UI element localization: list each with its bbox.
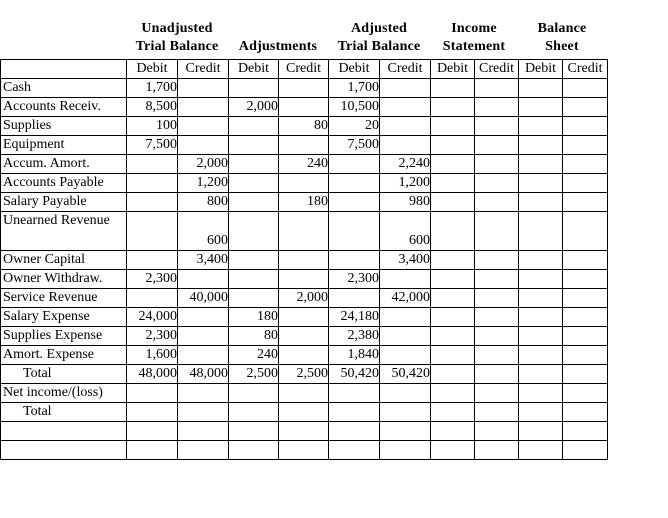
amount-cell xyxy=(431,79,475,98)
amount-cell xyxy=(279,174,329,193)
account-label: Total xyxy=(1,403,127,422)
amount-cell xyxy=(380,384,431,403)
account-label: Cash xyxy=(1,79,127,98)
amount-cell xyxy=(127,193,178,212)
amount-cell xyxy=(563,212,608,251)
amount-cell xyxy=(229,155,279,174)
amount-cell xyxy=(127,251,178,270)
amount-cell xyxy=(329,174,380,193)
amount-cell: 2,300 xyxy=(329,270,380,289)
amount-cell xyxy=(380,422,431,441)
header-income-line2: Statement xyxy=(442,39,506,54)
amount-cell xyxy=(431,212,475,251)
subheader-cell: Credit xyxy=(380,60,431,79)
amount-cell: 2,380 xyxy=(329,327,380,346)
amount-cell xyxy=(127,155,178,174)
table-row xyxy=(1,98,608,117)
amount-cell xyxy=(279,384,329,403)
header-income-line1: Income xyxy=(451,21,497,36)
table-row xyxy=(1,155,608,174)
amount-cell xyxy=(475,289,519,308)
amount-cell xyxy=(178,270,229,289)
table-row xyxy=(1,251,608,270)
table-row xyxy=(1,441,608,460)
amount-cell: 1,840 xyxy=(329,346,380,365)
account-label: Equipment xyxy=(1,136,127,155)
amount-cell xyxy=(329,155,380,174)
table-row xyxy=(1,403,608,422)
account-label: Unearned Revenue xyxy=(1,212,127,251)
amount-cell xyxy=(519,422,563,441)
amount-cell xyxy=(431,441,475,460)
account-label: Amort. Expense xyxy=(1,346,127,365)
amount-cell xyxy=(229,289,279,308)
amount-cell xyxy=(563,79,608,98)
amount-cell xyxy=(519,270,563,289)
amount-cell xyxy=(380,136,431,155)
amount-cell xyxy=(431,117,475,136)
amount-cell xyxy=(127,422,178,441)
amount-cell xyxy=(475,403,519,422)
amount-cell xyxy=(229,79,279,98)
header-adjusted-line1: Adjusted xyxy=(350,21,408,36)
amount-cell: 10,500 xyxy=(329,98,380,117)
table-row xyxy=(1,289,608,308)
subheader-cell: Debit xyxy=(431,60,475,79)
account-label: Service Revenue xyxy=(1,289,127,308)
amount-cell xyxy=(431,384,475,403)
header-balance-line2: Sheet xyxy=(545,39,579,54)
amount-cell xyxy=(475,212,519,251)
amount-cell xyxy=(279,251,329,270)
header-unadjusted-trial-balance xyxy=(126,20,228,60)
table-row xyxy=(1,327,608,346)
amount-cell xyxy=(229,174,279,193)
amount-cell xyxy=(563,270,608,289)
amount-cell: 1,200 xyxy=(380,174,431,193)
amount-cell: 2,000 xyxy=(279,289,329,308)
amount-cell: 2,000 xyxy=(178,155,229,174)
amount-cell xyxy=(563,308,608,327)
amount-cell xyxy=(475,117,519,136)
amount-cell xyxy=(178,117,229,136)
table-row xyxy=(1,384,608,403)
amount-cell xyxy=(431,365,475,384)
amount-cell: 240 xyxy=(279,155,329,174)
amount-cell xyxy=(475,193,519,212)
amount-cell xyxy=(519,308,563,327)
amount-cell xyxy=(431,308,475,327)
table-row xyxy=(1,365,608,384)
amount-cell xyxy=(127,384,178,403)
amount-cell xyxy=(563,346,608,365)
amount-cell xyxy=(178,403,229,422)
amount-cell xyxy=(431,422,475,441)
amount-cell xyxy=(475,251,519,270)
amount-cell xyxy=(519,403,563,422)
header-adjusted-line2: Trial Balance xyxy=(337,39,421,54)
amount-cell: 240 xyxy=(229,346,279,365)
amount-cell xyxy=(563,403,608,422)
amount-cell: 80 xyxy=(279,117,329,136)
amount-cell xyxy=(380,346,431,365)
amount-cell xyxy=(563,117,608,136)
amount-cell xyxy=(178,422,229,441)
amount-cell xyxy=(563,155,608,174)
amount-cell xyxy=(279,327,329,346)
amount-cell xyxy=(563,365,608,384)
amount-cell xyxy=(475,346,519,365)
amount-cell: 2,000 xyxy=(229,98,279,117)
amount-cell xyxy=(127,174,178,193)
amount-cell xyxy=(519,346,563,365)
amount-cell xyxy=(380,270,431,289)
subheader-cell: Credit xyxy=(563,60,608,79)
account-label: Total xyxy=(1,365,127,384)
amount-cell: 600 xyxy=(178,212,229,251)
amount-cell: 50,420 xyxy=(329,365,380,384)
amount-cell xyxy=(380,403,431,422)
amount-cell xyxy=(563,174,608,193)
account-label xyxy=(1,441,127,460)
amount-cell xyxy=(519,117,563,136)
amount-cell xyxy=(178,327,229,346)
amount-cell xyxy=(178,346,229,365)
amount-cell xyxy=(279,212,329,251)
amount-cell xyxy=(229,422,279,441)
amount-cell: 7,500 xyxy=(329,136,380,155)
amount-cell xyxy=(178,136,229,155)
amount-cell xyxy=(563,441,608,460)
amount-cell: 1,700 xyxy=(329,79,380,98)
amount-cell: 50,420 xyxy=(380,365,431,384)
amount-cell xyxy=(229,136,279,155)
amount-cell xyxy=(431,136,475,155)
amount-cell xyxy=(229,384,279,403)
amount-cell xyxy=(127,212,178,251)
amount-cell xyxy=(431,98,475,117)
amount-cell xyxy=(519,365,563,384)
amount-cell xyxy=(519,79,563,98)
amount-cell: 24,180 xyxy=(329,308,380,327)
amount-cell xyxy=(519,136,563,155)
amount-cell xyxy=(178,79,229,98)
amount-cell xyxy=(431,155,475,174)
amount-cell xyxy=(229,251,279,270)
amount-cell xyxy=(380,117,431,136)
amount-cell xyxy=(329,212,380,251)
amount-cell xyxy=(229,117,279,136)
amount-cell xyxy=(178,384,229,403)
amount-cell xyxy=(431,403,475,422)
amount-cell xyxy=(127,441,178,460)
amount-cell: 40,000 xyxy=(178,289,229,308)
amount-cell: 48,000 xyxy=(178,365,229,384)
subheader-blank-cell xyxy=(1,60,127,79)
amount-cell xyxy=(279,136,329,155)
subheader-cell: Credit xyxy=(475,60,519,79)
header-unadjusted-line2: Trial Balance xyxy=(135,39,219,54)
amount-cell xyxy=(279,98,329,117)
account-label: Accounts Receiv. xyxy=(1,98,127,117)
amount-cell xyxy=(178,441,229,460)
account-label: Accum. Amort. xyxy=(1,155,127,174)
amount-cell: 1,600 xyxy=(127,346,178,365)
worksheet-table xyxy=(0,59,608,460)
amount-cell xyxy=(178,308,229,327)
amount-cell xyxy=(127,403,178,422)
header-unadjusted-line1: Unadjusted xyxy=(141,21,213,36)
amount-cell xyxy=(563,422,608,441)
amount-cell xyxy=(229,270,279,289)
amount-cell xyxy=(279,441,329,460)
header-adjustments xyxy=(228,20,328,60)
amount-cell: 48,000 xyxy=(127,365,178,384)
amount-cell xyxy=(279,346,329,365)
subheader-cell: Debit xyxy=(329,60,380,79)
amount-cell xyxy=(519,441,563,460)
amount-cell xyxy=(563,251,608,270)
amount-cell: 2,300 xyxy=(127,270,178,289)
amount-cell: 180 xyxy=(279,193,329,212)
amount-cell xyxy=(475,136,519,155)
amount-cell: 80 xyxy=(229,327,279,346)
header-adjustments-line2: Adjustments xyxy=(238,39,318,54)
amount-cell xyxy=(329,422,380,441)
amount-cell xyxy=(431,327,475,346)
amount-cell xyxy=(380,441,431,460)
amount-cell xyxy=(563,193,608,212)
amount-cell xyxy=(563,136,608,155)
amount-cell xyxy=(519,251,563,270)
subheader-cell: Debit xyxy=(229,60,279,79)
amount-cell: 2,500 xyxy=(229,365,279,384)
amount-cell: 2,300 xyxy=(127,327,178,346)
account-label: Owner Withdraw. xyxy=(1,270,127,289)
account-label: Salary Expense xyxy=(1,308,127,327)
amount-cell xyxy=(475,441,519,460)
amount-cell xyxy=(519,155,563,174)
header-balance-line1: Balance xyxy=(537,21,587,36)
amount-cell: 2,240 xyxy=(380,155,431,174)
amount-cell xyxy=(563,98,608,117)
subheader-cell: Credit xyxy=(178,60,229,79)
header-adjusted-trial-balance xyxy=(328,20,430,60)
account-label: Supplies xyxy=(1,117,127,136)
header-balance-sheet xyxy=(518,20,606,60)
amount-cell xyxy=(279,79,329,98)
amount-cell: 3,400 xyxy=(380,251,431,270)
amount-cell xyxy=(431,251,475,270)
account-label: Salary Payable xyxy=(1,193,127,212)
amount-cell xyxy=(475,422,519,441)
amount-cell xyxy=(475,270,519,289)
amount-cell xyxy=(279,403,329,422)
table-row xyxy=(1,136,608,155)
amount-cell xyxy=(431,174,475,193)
table-row xyxy=(1,212,608,251)
amount-cell xyxy=(229,403,279,422)
account-label: Net income/(loss) xyxy=(1,384,127,403)
table-row xyxy=(1,308,608,327)
amount-cell xyxy=(475,308,519,327)
amount-cell xyxy=(229,212,279,251)
amount-cell xyxy=(329,193,380,212)
amount-cell: 7,500 xyxy=(127,136,178,155)
amount-cell xyxy=(329,251,380,270)
amount-cell: 180 xyxy=(229,308,279,327)
amount-cell xyxy=(563,327,608,346)
amount-cell xyxy=(431,289,475,308)
amount-cell xyxy=(380,98,431,117)
subheader-cell: Credit xyxy=(279,60,329,79)
amount-cell: 2,500 xyxy=(279,365,329,384)
amount-cell xyxy=(519,289,563,308)
account-label: Supplies Expense xyxy=(1,327,127,346)
table-row xyxy=(1,346,608,365)
amount-cell: 24,000 xyxy=(127,308,178,327)
amount-cell xyxy=(229,193,279,212)
amount-cell: 8,500 xyxy=(127,98,178,117)
amount-cell xyxy=(431,346,475,365)
amount-cell xyxy=(279,308,329,327)
table-row xyxy=(1,193,608,212)
amount-cell xyxy=(475,79,519,98)
amount-cell xyxy=(380,308,431,327)
account-label xyxy=(1,422,127,441)
amount-cell xyxy=(380,79,431,98)
amount-cell xyxy=(519,98,563,117)
amount-cell xyxy=(475,174,519,193)
table-row xyxy=(1,117,608,136)
amount-cell xyxy=(279,422,329,441)
amount-cell: 800 xyxy=(178,193,229,212)
amount-cell xyxy=(475,365,519,384)
amount-cell: 600 xyxy=(380,212,431,251)
amount-cell xyxy=(519,212,563,251)
subheader-cell: Debit xyxy=(519,60,563,79)
amount-cell: 100 xyxy=(127,117,178,136)
subheader-cell: Debit xyxy=(127,60,178,79)
amount-cell xyxy=(279,270,329,289)
table-row xyxy=(1,270,608,289)
amount-cell xyxy=(431,270,475,289)
amount-cell xyxy=(563,384,608,403)
amount-cell: 1,200 xyxy=(178,174,229,193)
amount-cell xyxy=(431,193,475,212)
amount-cell xyxy=(380,327,431,346)
amount-cell xyxy=(329,403,380,422)
amount-cell xyxy=(229,441,279,460)
amount-cell xyxy=(329,441,380,460)
header-income-statement xyxy=(430,20,518,60)
amount-cell xyxy=(475,98,519,117)
subheader-row xyxy=(1,60,608,79)
amount-cell: 42,000 xyxy=(380,289,431,308)
amount-cell: 20 xyxy=(329,117,380,136)
amount-cell: 1,700 xyxy=(127,79,178,98)
amount-cell xyxy=(475,327,519,346)
amount-cell xyxy=(519,327,563,346)
account-label: Accounts Payable xyxy=(1,174,127,193)
amount-cell: 3,400 xyxy=(178,251,229,270)
table-row xyxy=(1,422,608,441)
amount-cell xyxy=(563,289,608,308)
amount-cell xyxy=(519,174,563,193)
header-adjustments-line1 xyxy=(228,20,328,38)
account-label: Owner Capital xyxy=(1,251,127,270)
amount-cell xyxy=(475,384,519,403)
amount-cell xyxy=(475,155,519,174)
amount-cell xyxy=(329,384,380,403)
table-row xyxy=(1,79,608,98)
amount-cell xyxy=(519,384,563,403)
amount-cell xyxy=(127,289,178,308)
amount-cell xyxy=(519,193,563,212)
amount-cell: 980 xyxy=(380,193,431,212)
amount-cell xyxy=(329,289,380,308)
amount-cell xyxy=(178,98,229,117)
table-row xyxy=(1,174,608,193)
